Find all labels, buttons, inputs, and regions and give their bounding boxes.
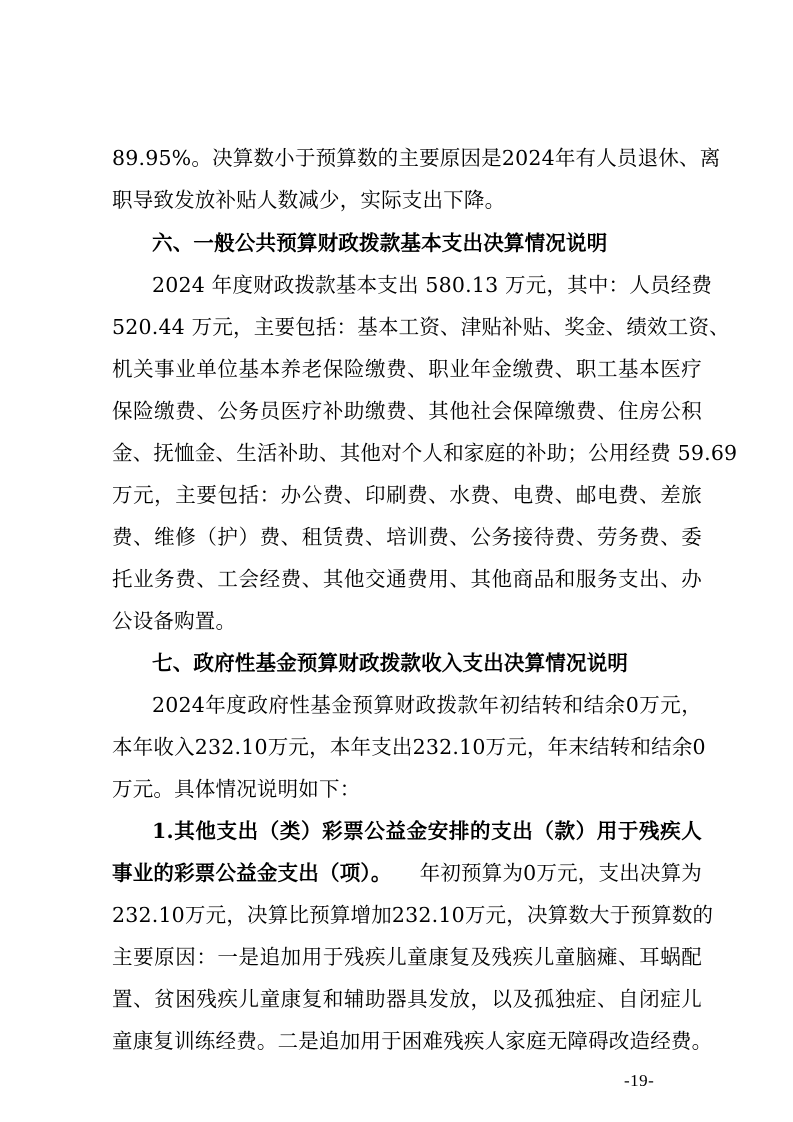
body-text-line: 520.44 万元，主要包括：基本工资、津贴补贴、奖金、绩效工资、 bbox=[112, 315, 730, 339]
body-text-line: 2024年度政府性基金预算财政拨款年初结转和结余0万元， bbox=[152, 693, 702, 717]
body-text-line: 万元，主要包括：办公费、印刷费、水费、电费、邮电费、差旅 bbox=[112, 483, 702, 507]
section-heading-6: 六、一般公共预算财政拨款基本支出决算情况说明 bbox=[152, 231, 608, 255]
page-number: -19- bbox=[624, 1071, 655, 1090]
body-text-line: 2024 年度财政拨款基本支出 580.13 万元，其中：人员经费 bbox=[152, 273, 713, 297]
body-text-line: 金、抚恤金、生活补助、其他对个人和家庭的补助；公用经费 59.69 bbox=[112, 441, 738, 465]
body-text-line: 232.10万元，决算比预算增加232.10万元，决算数大于预算数的 bbox=[112, 903, 714, 927]
body-text-line: 89.95%。决算数小于预算数的主要原因是2024年有人员退休、离 bbox=[112, 146, 721, 170]
body-text-line: 置、贫困残疾儿童康复和辅助器具发放，以及孤独症、自闭症儿 bbox=[112, 987, 702, 1011]
body-text-line: 职导致发放补贴人数减少，实际支出下降。 bbox=[112, 188, 506, 212]
body-text-line: 本年收入232.10万元，本年支出232.10万元，年末结转和结余0 bbox=[112, 735, 706, 759]
section-heading-7: 七、政府性基金预算财政拨款收入支出决算情况说明 bbox=[152, 651, 629, 675]
body-text-line: 机关事业单位基本养老保险缴费、职业年金缴费、职工基本医疗 bbox=[112, 357, 702, 381]
body-text-line: 托业务费、工会经费、其他交通费用、其他商品和服务支出、办 bbox=[112, 567, 702, 591]
body-text-line: 保险缴费、公务员医疗补助缴费、其他社会保障缴费、住房公积 bbox=[112, 399, 702, 423]
body-text-line: 公设备购置。 bbox=[112, 609, 237, 633]
item-heading-1: 1.其他支出（类）彩票公益金安排的支出（款）用于残疾人 bbox=[152, 819, 702, 843]
body-text-line: 万元。具体情况说明如下： bbox=[112, 777, 361, 801]
body-text-line: 费、维修（护）费、租赁费、培训费、公务接待费、劳务费、委 bbox=[112, 525, 702, 549]
body-text-line bbox=[112, 863, 702, 884]
item-heading-continuation: 事业的彩票公益金支出（项）。 bbox=[112, 861, 392, 885]
body-text-line: 童康复训练经费。二是追加用于困难残疾人家庭无障碍改造经费。 bbox=[112, 1029, 713, 1053]
body-text-span: 年初预算为0万元，支出决算为 bbox=[419, 861, 702, 885]
body-text-line: 主要原因：一是追加用于残疾儿童康复及残疾儿童脑瘫、耳蜗配 bbox=[112, 945, 702, 969]
